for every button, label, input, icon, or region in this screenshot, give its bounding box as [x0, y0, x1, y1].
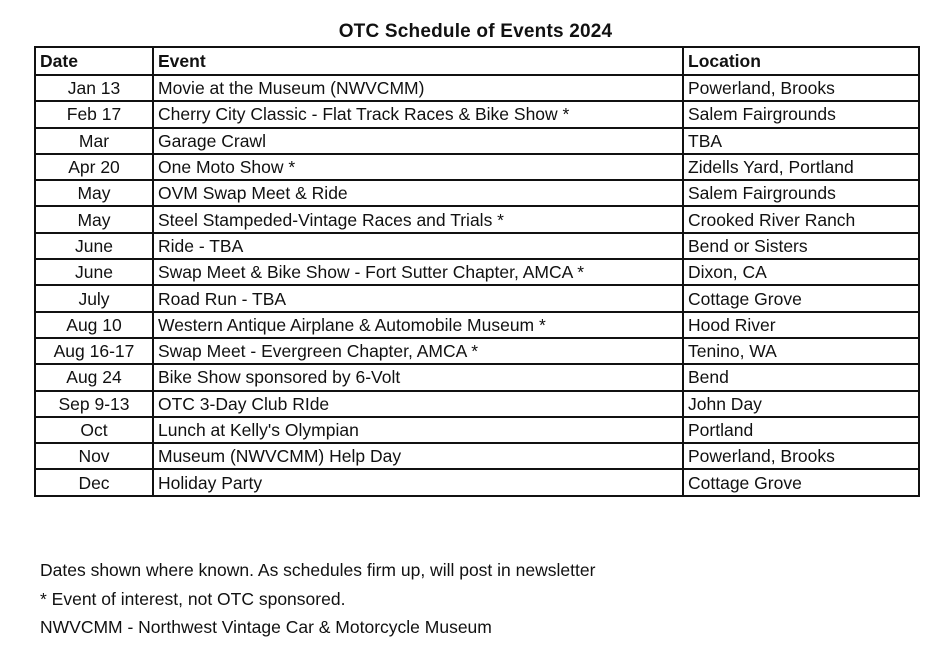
table-row — [35, 312, 919, 338]
event-name: Cherry City Classic - Flat Track Races & Bike Show * — [153, 101, 683, 127]
event-location: Zidells Yard, Portland — [683, 154, 919, 180]
event-date: May — [35, 206, 153, 232]
table-row — [35, 285, 919, 311]
footnote-acronym: NWVCMM - Northwest Vintage Car & Motorcycle Museum — [40, 617, 492, 637]
table-row — [35, 128, 919, 154]
event-name: Steel Stampeded-Vintage Races and Trials * — [153, 206, 683, 232]
event-name: Garage Crawl — [153, 128, 683, 154]
table-row — [35, 75, 919, 101]
table-row — [35, 338, 919, 364]
table-row — [35, 233, 919, 259]
page-title: OTC Schedule of Events 2024 — [338, 21, 613, 42]
event-date: May — [35, 180, 153, 206]
event-date: June — [35, 233, 153, 259]
event-location: Powerland, Brooks — [683, 75, 919, 101]
event-name: OTC 3-Day Club RIde — [153, 391, 683, 417]
column-header-location: Location — [683, 47, 919, 75]
event-name: Road Run - TBA — [153, 285, 683, 311]
event-name: Western Antique Airplane & Automobile Museum * — [153, 312, 683, 338]
event-date: Sep 9-13 — [35, 391, 153, 417]
event-date: Aug 24 — [35, 364, 153, 390]
table-row — [35, 154, 919, 180]
column-header-date: Date — [35, 47, 153, 75]
table-row — [35, 180, 919, 206]
event-name: Movie at the Museum (NWVCMM) — [153, 75, 683, 101]
table-row — [35, 364, 919, 390]
table-header-row — [35, 47, 919, 75]
event-location: Hood River — [683, 312, 919, 338]
footnotes — [40, 556, 595, 642]
table-row — [35, 206, 919, 232]
event-location: Salem Fairgrounds — [683, 101, 919, 127]
event-date: June — [35, 259, 153, 285]
event-name: Swap Meet - Evergreen Chapter, AMCA * — [153, 338, 683, 364]
table-row — [35, 391, 919, 417]
column-header-event: Event — [153, 47, 683, 75]
event-name: Bike Show sponsored by 6-Volt — [153, 364, 683, 390]
table-row — [35, 417, 919, 443]
event-location: Salem Fairgrounds — [683, 180, 919, 206]
event-location: Powerland, Brooks — [683, 443, 919, 469]
event-date: Aug 16-17 — [35, 338, 153, 364]
footnote-asterisk: * Event of interest, not OTC sponsored. — [40, 588, 346, 609]
event-date: Aug 10 — [35, 312, 153, 338]
event-location: Crooked River Ranch — [683, 206, 919, 232]
event-location: Dixon, CA — [683, 259, 919, 285]
event-name: Lunch at Kelly's Olympian — [153, 417, 683, 443]
table-row — [35, 443, 919, 469]
table-row — [35, 469, 919, 495]
event-date: Oct — [35, 417, 153, 443]
table-row — [35, 101, 919, 127]
event-name: OVM Swap Meet & Ride — [153, 180, 683, 206]
schedule-table — [34, 46, 920, 497]
schedule-table-body — [35, 75, 919, 496]
event-name: Holiday Party — [153, 469, 683, 495]
event-name: Swap Meet & Bike Show - Fort Sutter Chapter, AMCA * — [153, 259, 683, 285]
event-date: Feb 17 — [35, 101, 153, 127]
event-location: TBA — [683, 128, 919, 154]
event-name: Ride - TBA — [153, 233, 683, 259]
event-date: Dec — [35, 469, 153, 495]
event-location: Cottage Grove — [683, 469, 919, 495]
table-row — [35, 259, 919, 285]
event-date: Jan 13 — [35, 75, 153, 101]
event-date: Apr 20 — [35, 154, 153, 180]
event-location: John Day — [683, 391, 919, 417]
event-location: Portland — [683, 417, 919, 443]
event-name: One Moto Show * — [153, 154, 683, 180]
event-location: Cottage Grove — [683, 285, 919, 311]
event-location: Bend or Sisters — [683, 233, 919, 259]
footnote-dates: Dates shown where known. As schedules firm up, will post in newsletter — [40, 560, 596, 580]
event-location: Bend — [683, 364, 919, 390]
event-date: Nov — [35, 443, 153, 469]
event-name: Museum (NWVCMM) Help Day — [153, 443, 683, 469]
event-date: July — [35, 285, 153, 311]
event-date: Mar — [35, 128, 153, 154]
event-location: Tenino, WA — [683, 338, 919, 364]
